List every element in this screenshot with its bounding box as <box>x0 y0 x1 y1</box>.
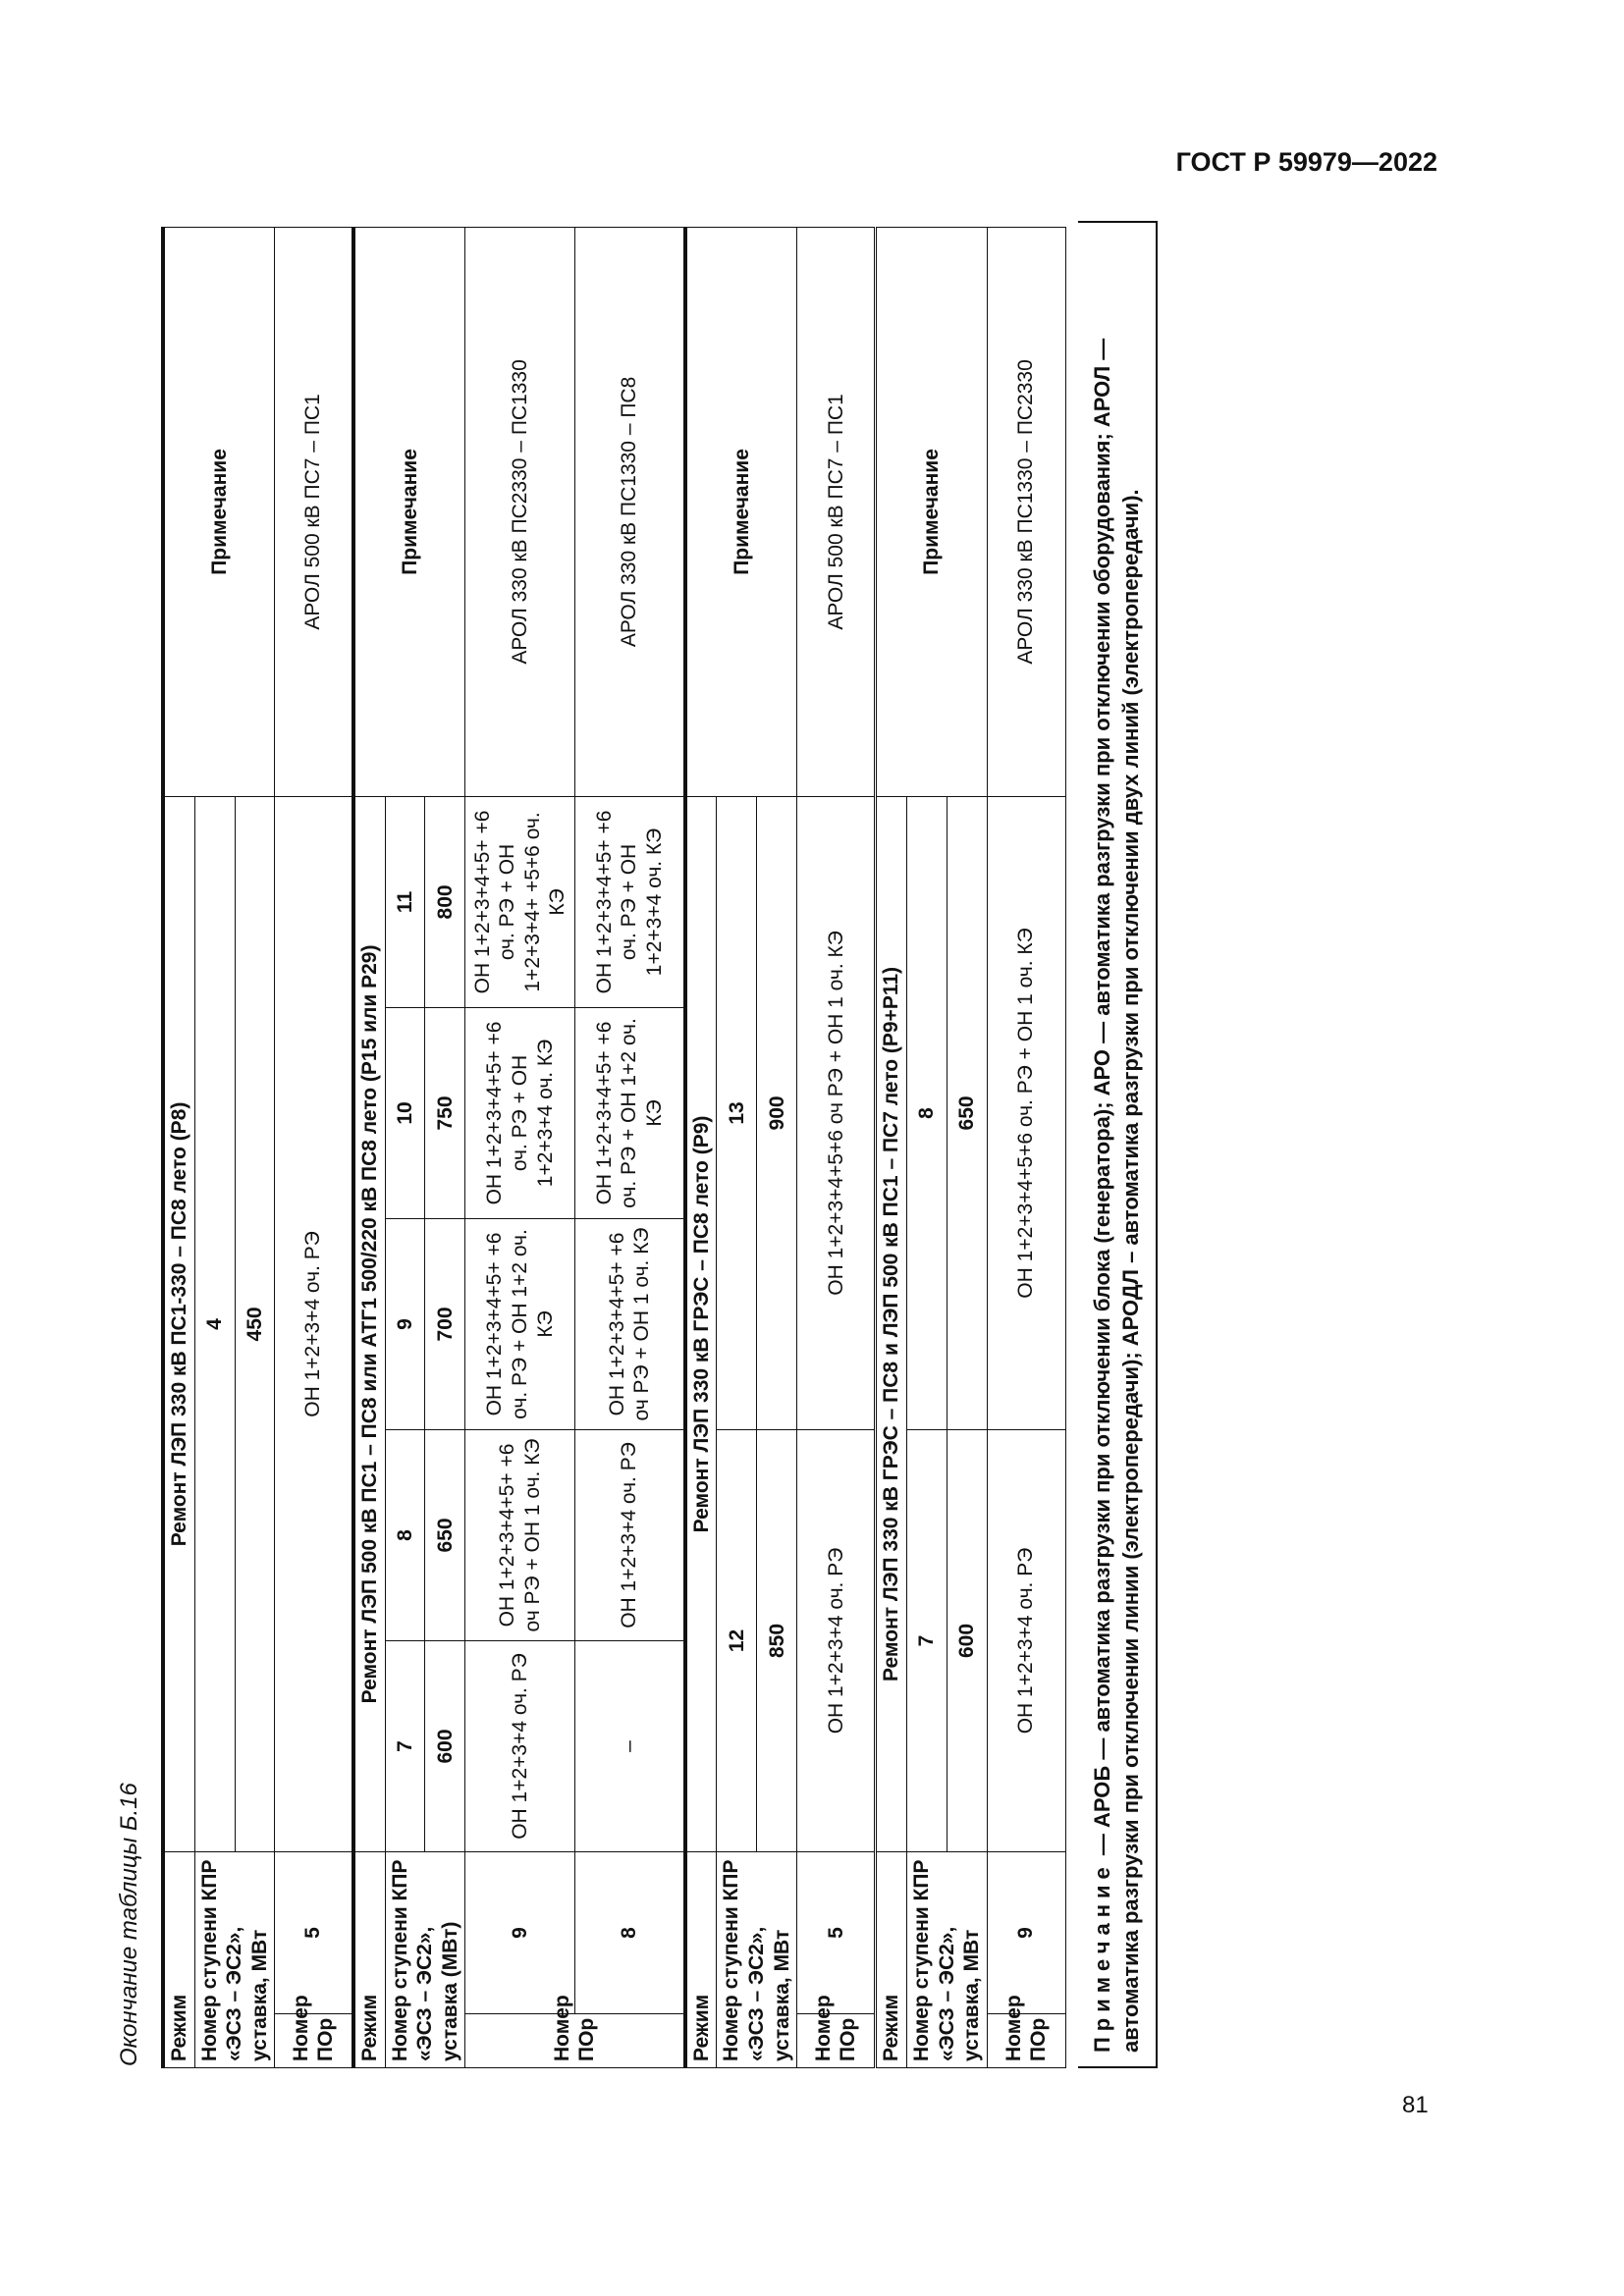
section4-cell: ОН 1+2+3+4+5+6 оч. РЭ + ОН 1 оч. КЭ <box>987 796 1065 1429</box>
section2-mode: Ремонт ЛЭП 500 кВ ПС1 – ПС8 или АТГ1 500/220 кВ ПС8 лето (Р15 или Р29) <box>353 796 385 1851</box>
section4-mode: Ремонт ЛЭП 330 кВ ГРЭС – ПС8 и ЛЭП 500 кВ ПС1 – ПС7 лето (Р9+Р11) <box>876 796 907 1851</box>
section2-data-row <box>575 227 685 2067</box>
section4-note: АРОЛ 330 кВ ПС1330 – ПС2330 <box>987 227 1065 796</box>
section4-data-row <box>987 227 1065 2067</box>
por-label: Номер ПОр <box>275 2014 353 2068</box>
footnote-text: — АРОБ — автоматика разгрузки при отключении блока (генератора); АРО — автоматика разгрузки при отключении оборудования; АРОЛ — автоматика разгрузки при отключении линии (электропередачи); АРОДЛ – автоматика разгрузки при отключении двух линий (электропередачи). <box>1089 338 1144 2053</box>
section2-cell: ОН 1+2+3+4 оч. РЭ <box>465 1640 575 1851</box>
section4-step: 7 <box>906 1429 947 1851</box>
section2-cell: ОН 1+2+3+4+5+ +6 оч РЭ + ОН 1 оч. КЭ <box>575 1218 685 1429</box>
section1-mode: Ремонт ЛЭП 330 кВ ПС1-330 – ПС8 лето (Р8) <box>163 796 194 1851</box>
section2-por: 9 <box>465 1851 575 2013</box>
mode-label: Режим <box>163 1851 194 2067</box>
section3-setting: 850 <box>757 1429 797 1851</box>
section3-cell: ОН 1+2+3+4+5+6 оч РЭ + ОН 1 оч. КЭ <box>797 796 876 1429</box>
section2-setting: 700 <box>425 1218 465 1429</box>
note-header: Примечание <box>876 227 987 796</box>
section3-step: 12 <box>717 1429 757 1851</box>
section2-cell: ОН 1+2+3+4+5+ +6 оч. РЭ + ОН 1+2 оч. КЭ <box>465 1218 575 1429</box>
section3-mode: Ремонт ЛЭП 330 кВ ГРЭС – ПС8 лето (Р9) <box>685 796 717 1851</box>
section1-data-row <box>275 227 353 2067</box>
por-label: Номер ПОр <box>465 2014 685 2068</box>
por-label: Номер ПОр <box>797 2014 876 2068</box>
section2-mode-row <box>353 227 385 2067</box>
section1-note: АРОЛ 500 кВ ПС7 – ПС1 <box>275 227 353 796</box>
section1-setting: 450 <box>235 796 275 1851</box>
section3-setting: 900 <box>757 796 797 1429</box>
section2-setting: 800 <box>425 796 465 1007</box>
load-shedding-table <box>161 227 1066 2068</box>
section2-cell: – <box>575 1640 685 1851</box>
step-label: Номер ступени КПР «ЭСЗ – ЭС2», уставка, МВт <box>717 1851 797 2067</box>
section2-cell: ОН 1+2+3+4 оч. РЭ <box>575 1429 685 1640</box>
section4-setting: 650 <box>947 796 987 1429</box>
section1-step: 4 <box>194 796 235 1851</box>
section1-action: ОН 1+2+3+4 оч. РЭ <box>275 796 353 1851</box>
section2-cell: ОН 1+2+3+4+5+ +6 оч. РЭ + ОН 1+2+3+4 оч. КЭ <box>575 796 685 1007</box>
section4-por: 9 <box>987 1851 1065 2013</box>
section3-data-row <box>797 227 876 2067</box>
section2-por: 8 <box>575 1851 685 2013</box>
por-label: Номер ПОр <box>987 2014 1065 2068</box>
table-caption: Окончание таблицы Б.16 <box>116 1783 142 2066</box>
section2-step: 10 <box>385 1007 425 1218</box>
section2-setting: 650 <box>425 1429 465 1640</box>
section3-cell: ОН 1+2+3+4 оч. РЭ <box>797 1429 876 1851</box>
section2-cell: ОН 1+2+3+4+5+ +6 оч РЭ + ОН 1 оч. КЭ <box>465 1429 575 1640</box>
footnote-label: Примечание <box>1089 1861 1114 2053</box>
mode-label: Режим <box>685 1851 717 2067</box>
section2-step: 7 <box>385 1640 425 1851</box>
section3-por: 5 <box>797 1851 876 2013</box>
section1-por: 5 <box>275 1851 353 2013</box>
section3-note: АРОЛ 500 кВ ПС7 – ПС1 <box>797 227 876 796</box>
section2-step: 8 <box>385 1429 425 1640</box>
note-header: Примечание <box>163 227 275 796</box>
section4-cell: ОН 1+2+3+4 оч. РЭ <box>987 1429 1065 1851</box>
section2-step: 11 <box>385 796 425 1007</box>
step-label: Номер ступени КПР «ЭСЗ – ЭС2», уставка (МВт) <box>385 1851 465 2067</box>
section3-step: 13 <box>717 796 757 1429</box>
step-label: Номер ступени КПР «ЭСЗ – ЭС2», уставка, МВт <box>906 1851 987 2067</box>
section4-step: 8 <box>906 796 947 1429</box>
page-number: 81 <box>1402 2092 1429 2118</box>
section2-note: АРОЛ 330 кВ ПС1330 – ПС8 <box>575 227 685 796</box>
section2-cell: ОН 1+2+3+4+5+ +6 оч. РЭ + ОН 1+2+3+4+ +5+6 оч. КЭ <box>465 796 575 1007</box>
mode-label: Режим <box>876 1851 907 2067</box>
section4-mode-row <box>876 227 907 2067</box>
note-header: Примечание <box>353 227 465 796</box>
mode-label: Режим <box>353 1851 385 2067</box>
section2-note: АРОЛ 330 кВ ПС2330 – ПС1330 <box>465 227 575 796</box>
section2-setting: 750 <box>425 1007 465 1218</box>
note-header: Примечание <box>685 227 797 796</box>
section2-step: 9 <box>385 1218 425 1429</box>
section2-cell: ОН 1+2+3+4+5+ +6 оч. РЭ + ОН 1+2+3+4 оч. КЭ <box>465 1007 575 1218</box>
section2-setting: 600 <box>425 1640 465 1851</box>
section3-mode-row <box>685 227 717 2067</box>
section4-setting: 600 <box>947 1429 987 1851</box>
rotated-table-block <box>108 228 1252 2068</box>
section2-cell: ОН 1+2+3+4+5+ +6 оч. РЭ + ОН 1+2 оч. КЭ <box>575 1007 685 1218</box>
standard-header: ГОСТ Р 59979—2022 <box>1175 147 1437 177</box>
section1-mode-row <box>163 227 194 2067</box>
section2-data-row <box>465 227 575 2067</box>
table-footnote <box>1078 221 1158 2068</box>
step-label: Номер ступени КПР «ЭСЗ – ЭС2», уставка, МВт <box>194 1851 275 2067</box>
